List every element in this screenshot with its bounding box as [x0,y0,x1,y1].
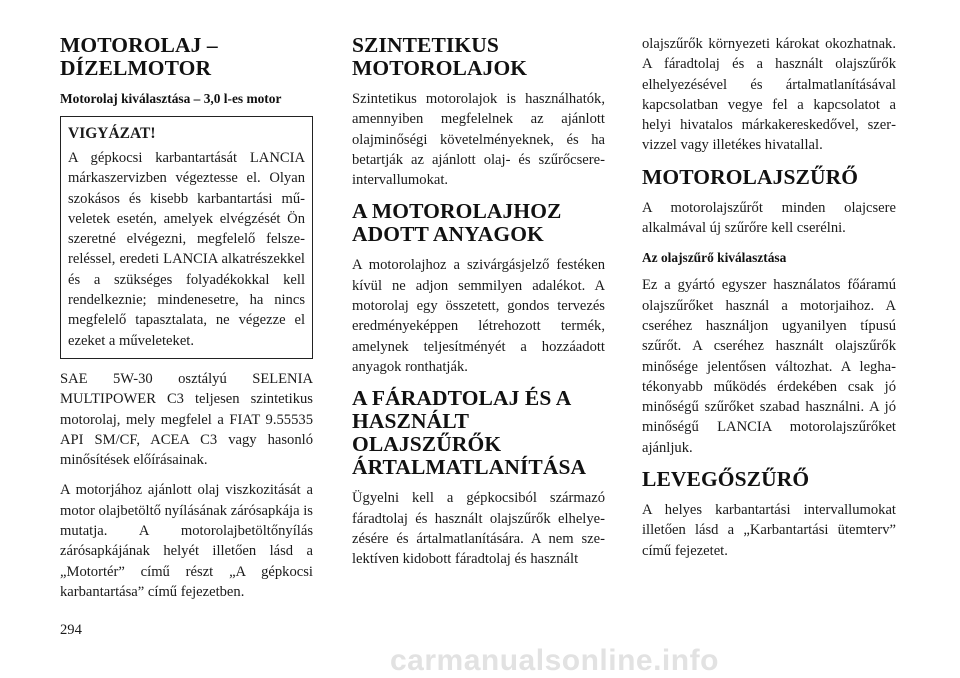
paragraph-waste-oil: Ügyelni kell a gépkocsiból származó fáradtolaj és használt olajszűrők elhelyezésére és ártalmatlanítására. A nem szelektíven kidobott fáradtolaj és használt [352,490,605,568]
column-middle [352,34,605,579]
paragraph-waste-oil-continued: olajszűrők környezeti károkat okozhatnak. A fáradtolaj és a használt olajszűrők elhelyezésével és ártalmatlanításával kapcsolatban vegye fel a kapcsolatot a helyi hivatalos márkakereskedővel, szervizzel vagy illetékes hivatallal. [642,36,896,154]
heading-motorolajszuro: MOTOROLAJSZŰRŐ [642,164,859,189]
heading-faradtolaj-artalmatlanitasa: A FÁRADTOLAJ ÉS A HASZNÁLT OLAJSZŰRŐK ÁRTALMATLANÍTÁSA [352,386,587,480]
paragraph-filter-replacement: A motorolajszűrőt minden olajcsere alkalmával új szűrőre kell cserélni. [642,199,896,237]
heading-motorolajhoz-adott-anyagok: A MOTOROLAJHOZ ADOTT ANYAGOK [352,199,562,247]
heading-levegoszuro: LEVEGŐSZŰRŐ [642,467,810,492]
column-right [642,34,896,571]
warning-text: A gépkocsi karbantartását LANCIA márkaszervizben végeztesse el. Olyan szokásos és kisebb karbantartási műveletek esetén, amelyek elvégzését Ön szeretné elvégezni, megfelelő felszereléssel, eredeti LANCIA alkatrészekkel és a szükséges folyadékokkal kell rendelkeznie; mindenesetre, ha nincs megfelelő tapasztalata, ne végezze el ezeket a műveleteket. [68,150,305,349]
subheading-olajszuro-kivalasztasa: Az olajszűrő kiválasztása [642,250,787,266]
paragraph-filter-selection: Ez a gyártó egyszer használatos főáramú olajszűrőket használ a motorjaihoz. A cseréhez használjon ugyanilyen típusú szűrőt. A cseréhez használt olajszűrők minősége jelentősen változhat. A leghatékonyabb működés érdekében csak jó minőségű szűrőket szabad használni. A jó minőségű LANCIA motorolajszűrőket ajánljuk. [642,277,896,456]
warning-box [60,116,313,359]
paragraph-viscosity: A motorjához ajánlott olaj viszkozitását a motor olajbetöltő nyílásának zárósapkája is mutatja. A motorolajbetöltőnyílás zárósapkájának helyét illetően lásd a „Motortér” című részt „A gépkocsi karbantartása” című fejezetben. [60,482,313,600]
paragraph-oil-spec: SAE 5W-30 osztályú SELENIA MULTIPOWER C3 teljesen szintetikus motorolaj, mely megfelel a FIAT 9.55535 API SM/CF, ACEA C3 vagy hasonló minősítések előírásainak. [60,370,313,469]
warning-title: VIGYÁZAT! [68,125,156,142]
subheading-motorolaj-kivalasztasa: Motorolaj kiválasztása – 3,0 l-es motor [60,91,282,106]
page-number: 294 [60,622,82,638]
heading-szintetikus-motorolajok: SZINTETIKUS MOTOROLAJOK [352,33,528,80]
paragraph-synthetic-oils: Szintetikus motorolajok is használhatók, amennyiben megfelelnek az ajánlott olajminőségi követelményeknek, és ha betartják az ajánlott olaj- és szűrőcsereintervallumokat. [352,91,605,189]
paragraph-air-filter: A helyes karbantartási intervallumokat illetően lásd a „Karbantartási ütemterv” című fejezetet. [642,502,896,559]
paragraph-additives: A motorolajhoz a szivárgásjelző festéken kívül ne adjon semmilyen adalékot. A motorolaj egy összetett, gondos tervezés eredményeképpen létrehozott termék, amelynek teljesítményét a hozzáadott anyagok ronthatják. [352,257,605,375]
heading-motorolaj-dizelmotor: MOTOROLAJ – DÍZELMOTOR [60,33,218,80]
watermark: carmanualsonline.info [390,644,719,677]
column-left [60,34,313,612]
